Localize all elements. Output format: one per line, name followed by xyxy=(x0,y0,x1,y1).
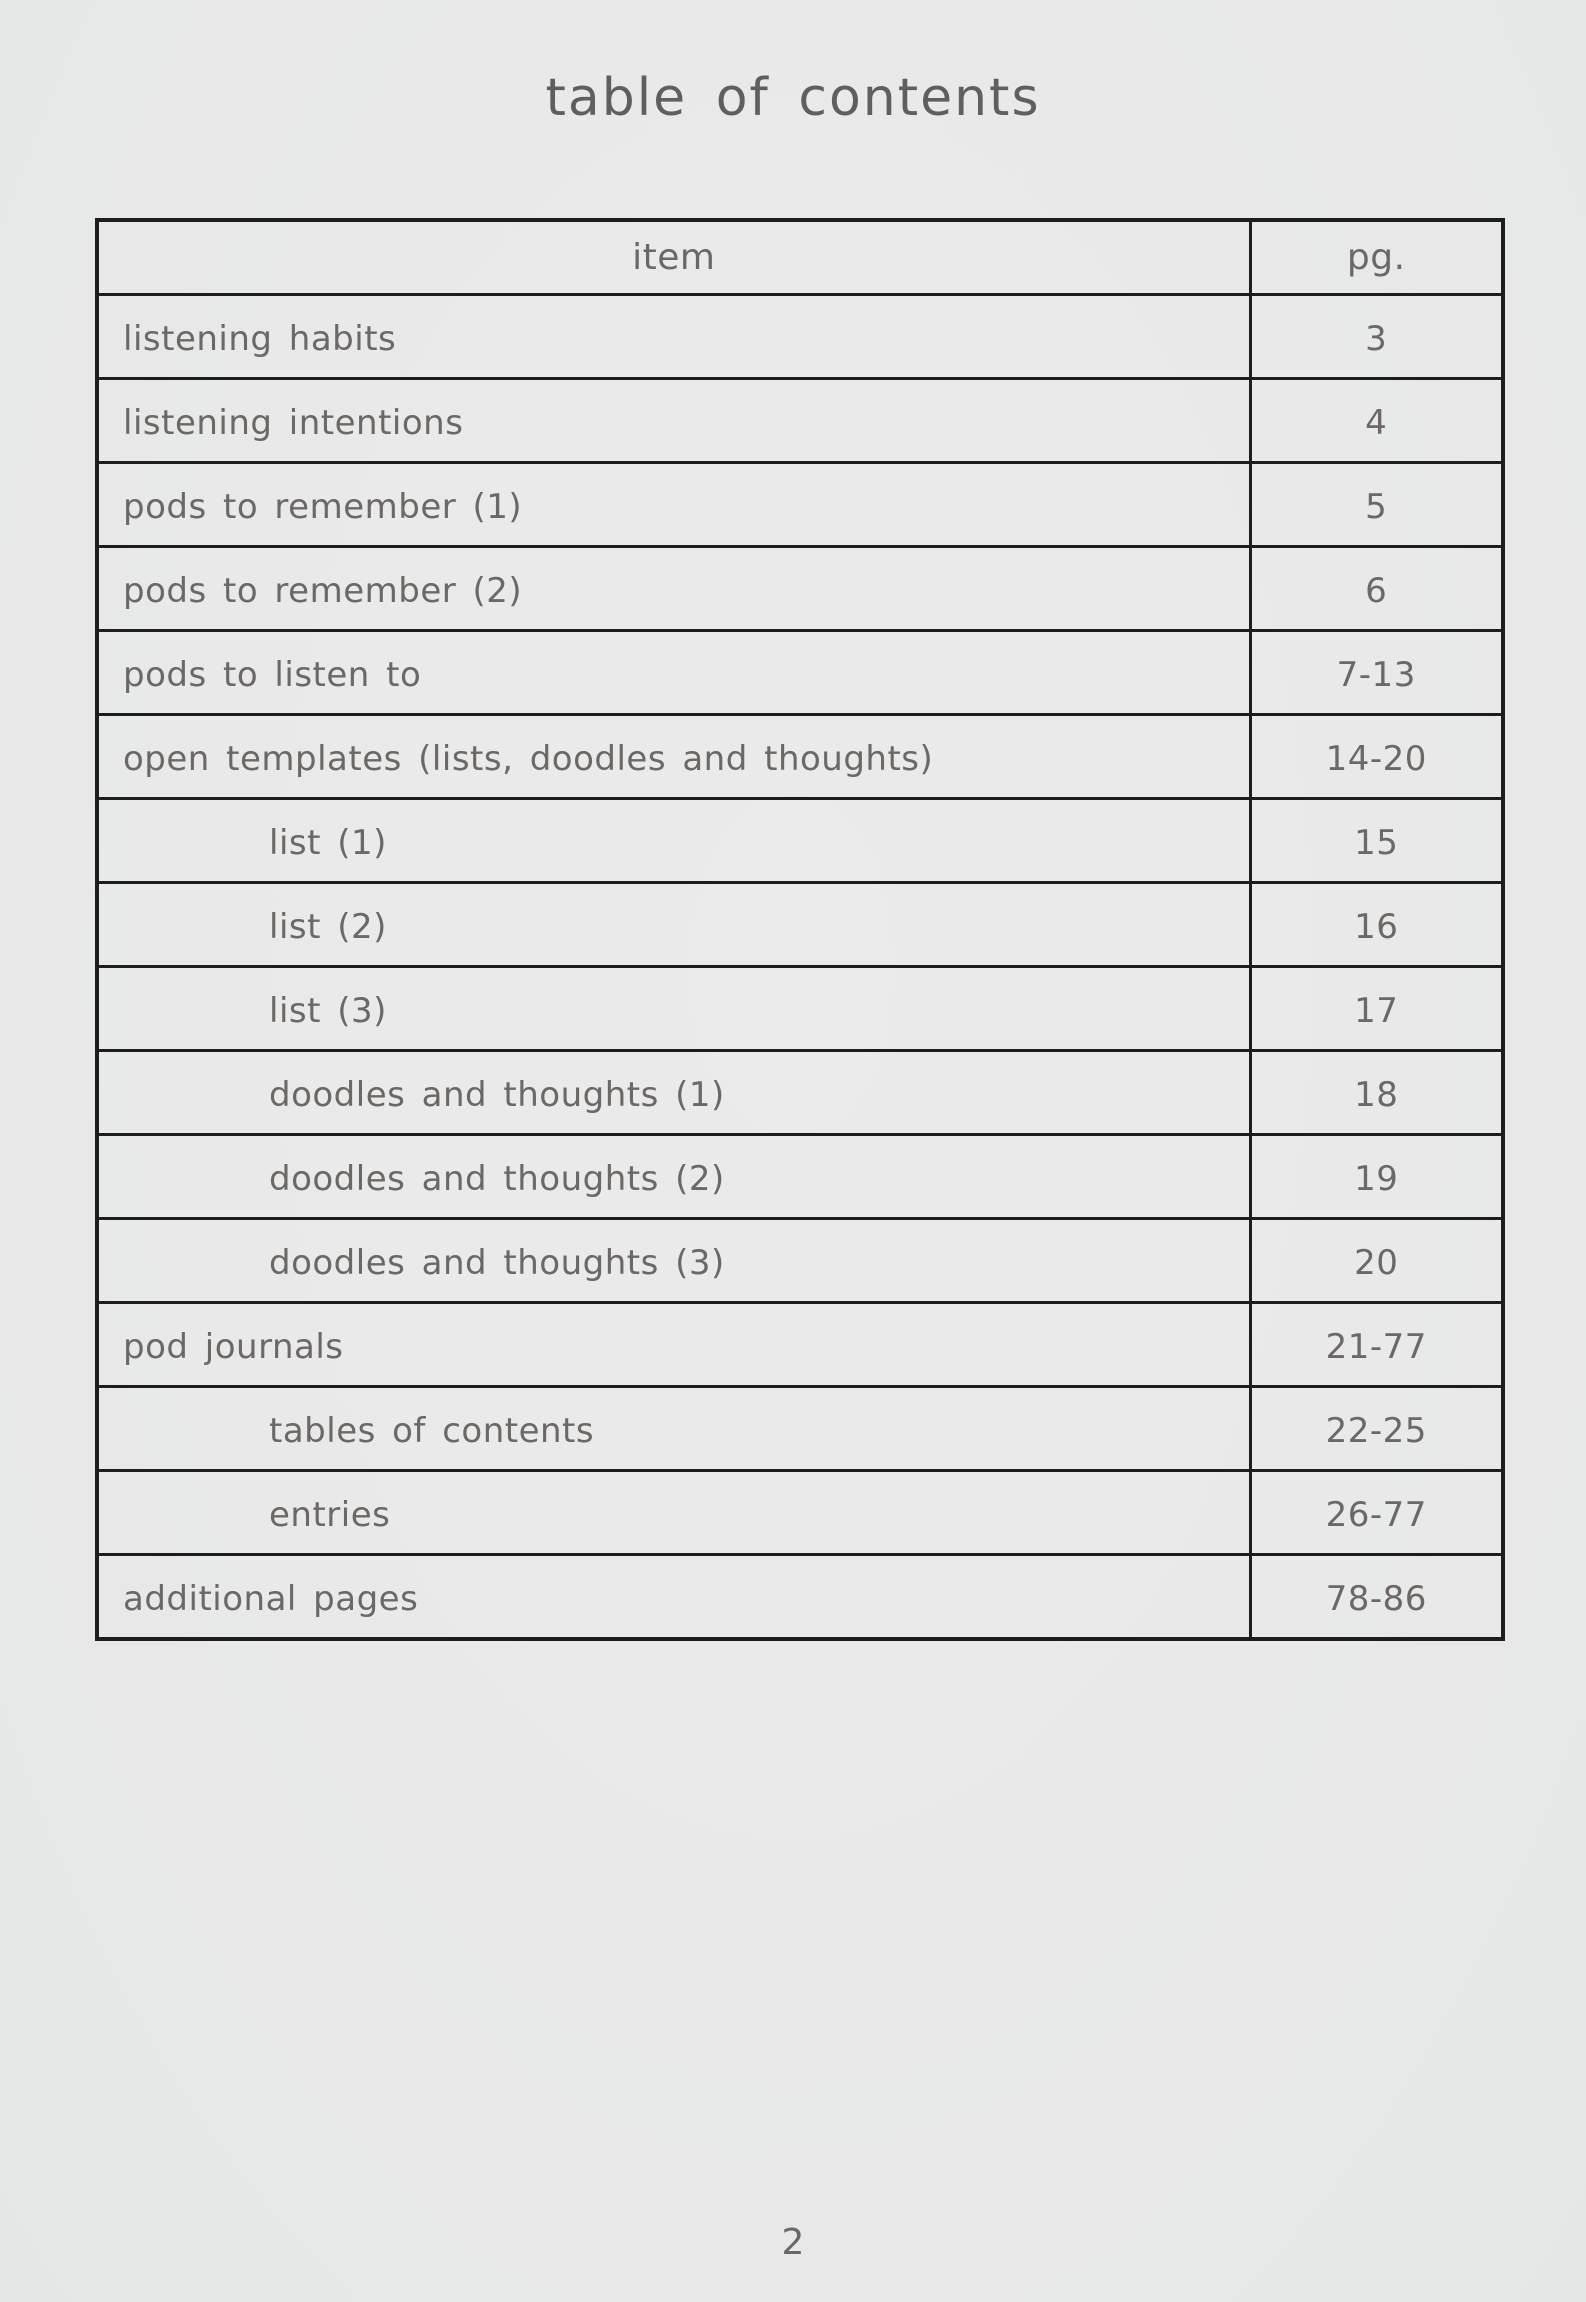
toc-page-value: 19 xyxy=(1250,1135,1503,1219)
table-row xyxy=(97,715,1503,799)
toc-page-value: 5 xyxy=(1250,463,1503,547)
table-row xyxy=(97,967,1503,1051)
item-column-header: item xyxy=(97,220,1250,295)
toc-item-label: doodles and thoughts (1) xyxy=(97,1051,1250,1135)
page-title: table of contents xyxy=(545,68,1041,128)
toc-page-value: 26-77 xyxy=(1250,1471,1503,1555)
toc-page-value: 20 xyxy=(1250,1219,1503,1303)
toc-page-value: 6 xyxy=(1250,547,1503,631)
toc-item-label: list (2) xyxy=(97,883,1250,967)
toc-page-value: 16 xyxy=(1250,883,1503,967)
table-row xyxy=(97,295,1503,379)
table-header-row xyxy=(97,220,1503,295)
toc-page-value: 14-20 xyxy=(1250,715,1503,799)
toc-item-label: entries xyxy=(97,1471,1250,1555)
toc-page-value: 18 xyxy=(1250,1051,1503,1135)
table-row xyxy=(97,1555,1503,1640)
table-row xyxy=(97,547,1503,631)
table-row xyxy=(97,1387,1503,1471)
table-row xyxy=(97,1051,1503,1135)
toc-page-value: 15 xyxy=(1250,799,1503,883)
toc-page-value: 22-25 xyxy=(1250,1387,1503,1471)
toc-item-label: list (3) xyxy=(97,967,1250,1051)
table-row xyxy=(97,379,1503,463)
toc-item-label: listening habits xyxy=(97,295,1250,379)
toc-page-value: 4 xyxy=(1250,379,1503,463)
page-column-header: pg. xyxy=(1250,220,1503,295)
toc-item-label: pods to remember (1) xyxy=(97,463,1250,547)
toc-page-value: 3 xyxy=(1250,295,1503,379)
toc-page-value: 78-86 xyxy=(1250,1555,1503,1640)
toc-item-label: pod journals xyxy=(97,1303,1250,1387)
toc-page-value: 21-77 xyxy=(1250,1303,1503,1387)
toc-item-label: doodles and thoughts (3) xyxy=(97,1219,1250,1303)
toc-item-label: pods to listen to xyxy=(97,631,1250,715)
toc-body xyxy=(97,295,1503,1640)
toc-page-value: 7-13 xyxy=(1250,631,1503,715)
toc-item-label: tables of contents xyxy=(97,1387,1250,1471)
page-number: 2 xyxy=(781,2222,805,2263)
toc-item-label: listening intentions xyxy=(97,379,1250,463)
table-row xyxy=(97,799,1503,883)
toc-page-value: 17 xyxy=(1250,967,1503,1051)
toc-item-label: list (1) xyxy=(97,799,1250,883)
table-row xyxy=(97,1303,1503,1387)
toc-item-label: doodles and thoughts (2) xyxy=(97,1135,1250,1219)
table-row xyxy=(97,1219,1503,1303)
table-row xyxy=(97,1471,1503,1555)
table-row xyxy=(97,1135,1503,1219)
table-of-contents xyxy=(95,218,1505,1641)
table-row xyxy=(97,631,1503,715)
toc-item-label: additional pages xyxy=(97,1555,1250,1640)
toc-item-label: pods to remember (2) xyxy=(97,547,1250,631)
toc-item-label: open templates (lists, doodles and thoughts) xyxy=(97,715,1250,799)
table-row xyxy=(97,463,1503,547)
table-row xyxy=(97,883,1503,967)
